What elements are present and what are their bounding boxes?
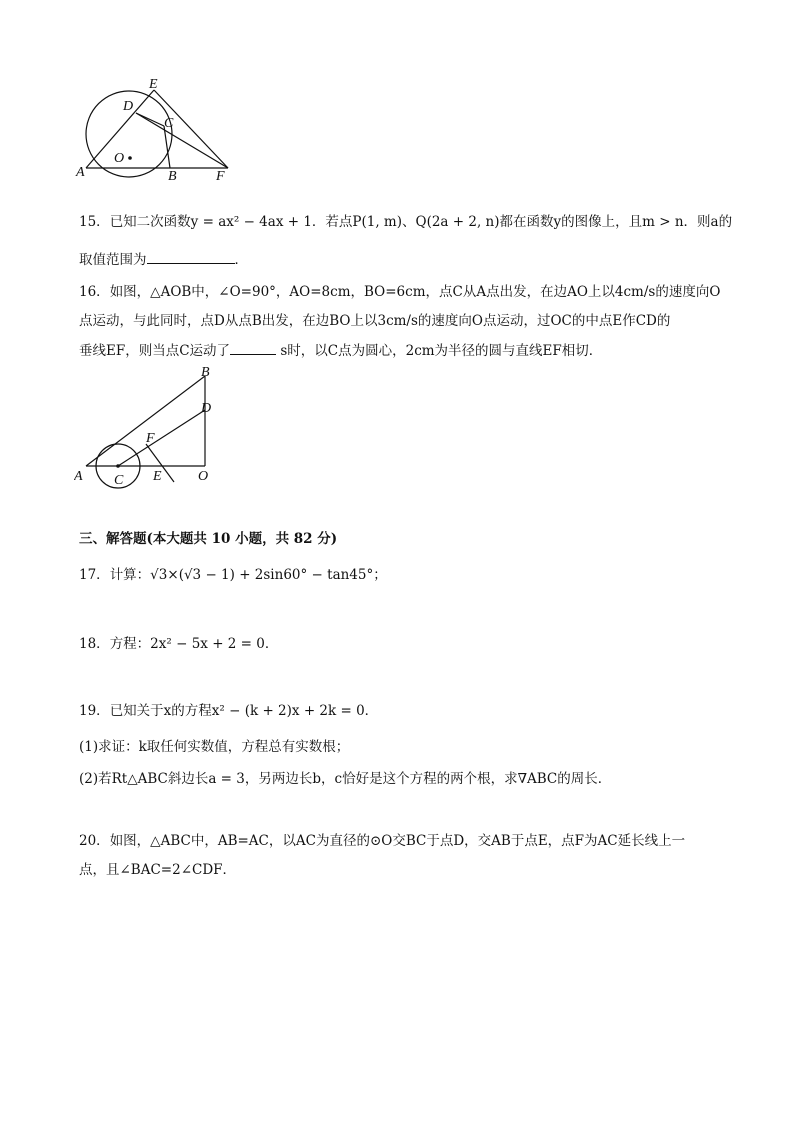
q15-text-line2-prefix: 取值范围为 <box>79 252 147 268</box>
q19-text: 已知关于x的方程x² − (k + 2)x + 2k = 0． <box>109 703 379 719</box>
q20-text-line1: 如图，△ABC中，AB=AC，以AC为直径的⊙O交BC于点D，交AB于点E，点F为AC延长线上一 <box>109 833 686 849</box>
q16-text-line2: 点运动，与此同时，点D从点B出发，在边BO上以3cm/s的速度向O点运动，过OC的中点E作CD的 <box>79 313 671 329</box>
q15-line2 <box>79 249 248 270</box>
figure-circle-diagram <box>74 76 244 186</box>
label-o2: O <box>198 469 209 484</box>
q16-text-line1: 如图，△AOB中，∠O=90°，AO=8cm，BO=6cm，点C从A点出发，在边AO上以4cm/s的速度向O <box>109 284 721 300</box>
q15-answer-blank[interactable] <box>147 249 235 264</box>
label-d2: D <box>201 401 212 416</box>
label-o: O <box>114 151 125 166</box>
q19-number: 19． <box>79 703 110 719</box>
q16-line3 <box>79 340 602 361</box>
q16-line1 <box>79 282 720 302</box>
section-3-heading: 三、解答题(本大题共 10 小题，共 82 分) <box>79 531 338 547</box>
q20-number: 20． <box>79 833 110 849</box>
q18-number: 18． <box>79 636 110 652</box>
q17-line <box>79 565 387 585</box>
label-b2: B <box>201 365 210 380</box>
q15-line1 <box>79 212 732 232</box>
q18-line <box>79 634 278 654</box>
q16-text-line3-prefix: 垂线EF，则当点C运动了 <box>79 343 231 359</box>
segment-cd <box>118 410 205 466</box>
q20-line1 <box>79 831 685 851</box>
q19-line <box>79 701 378 721</box>
q15-text-line1: 已知二次函数y = ax² − 4ax + 1．若点P(1, m)、Q(2a + 2, n)都在函数y的图像上，且m > n．则a的 <box>109 214 733 230</box>
q16-answer-blank[interactable] <box>230 340 276 355</box>
label-f: F <box>216 169 225 184</box>
label-f2: F <box>146 431 155 446</box>
q15-text-line2-suffix: ． <box>234 252 248 268</box>
q16-text-line3-suffix: s时，以C点为圆心，2cm为半径的圆与直线EF相切． <box>276 343 603 359</box>
label-b: B <box>168 169 177 184</box>
label-c2: C <box>114 473 124 488</box>
label-a2: A <box>74 469 83 484</box>
q20-line2: 点，且∠BAC=2∠CDF． <box>79 862 237 878</box>
label-e2: E <box>153 469 162 484</box>
q19-part1: (1)求证：k取任何实数值，方程总有实数根； <box>79 739 350 755</box>
label-e: E <box>149 77 158 92</box>
segment-dc-to-f <box>136 113 228 168</box>
q18-text: 方程：2x² − 5x + 2 = 0． <box>109 636 279 652</box>
label-c: C <box>164 116 174 131</box>
figure-triangle-diagram <box>74 364 224 492</box>
q17-text: 计算：√3×(√3 − 1) + 2sin60° − tan45°； <box>109 567 387 583</box>
center-dot <box>128 156 132 160</box>
q19-part2: (2)若Rt△ABC斜边长a = 3，另两边长b，c恰好是这个方程的两个根，求∇ABC的周长． <box>79 771 612 787</box>
q15-number: 15． <box>79 214 110 230</box>
q16-number: 16． <box>79 284 110 300</box>
q16-line2 <box>79 311 670 331</box>
label-a: A <box>76 165 85 180</box>
label-d: D <box>123 99 134 114</box>
q17-number: 17． <box>79 567 110 583</box>
